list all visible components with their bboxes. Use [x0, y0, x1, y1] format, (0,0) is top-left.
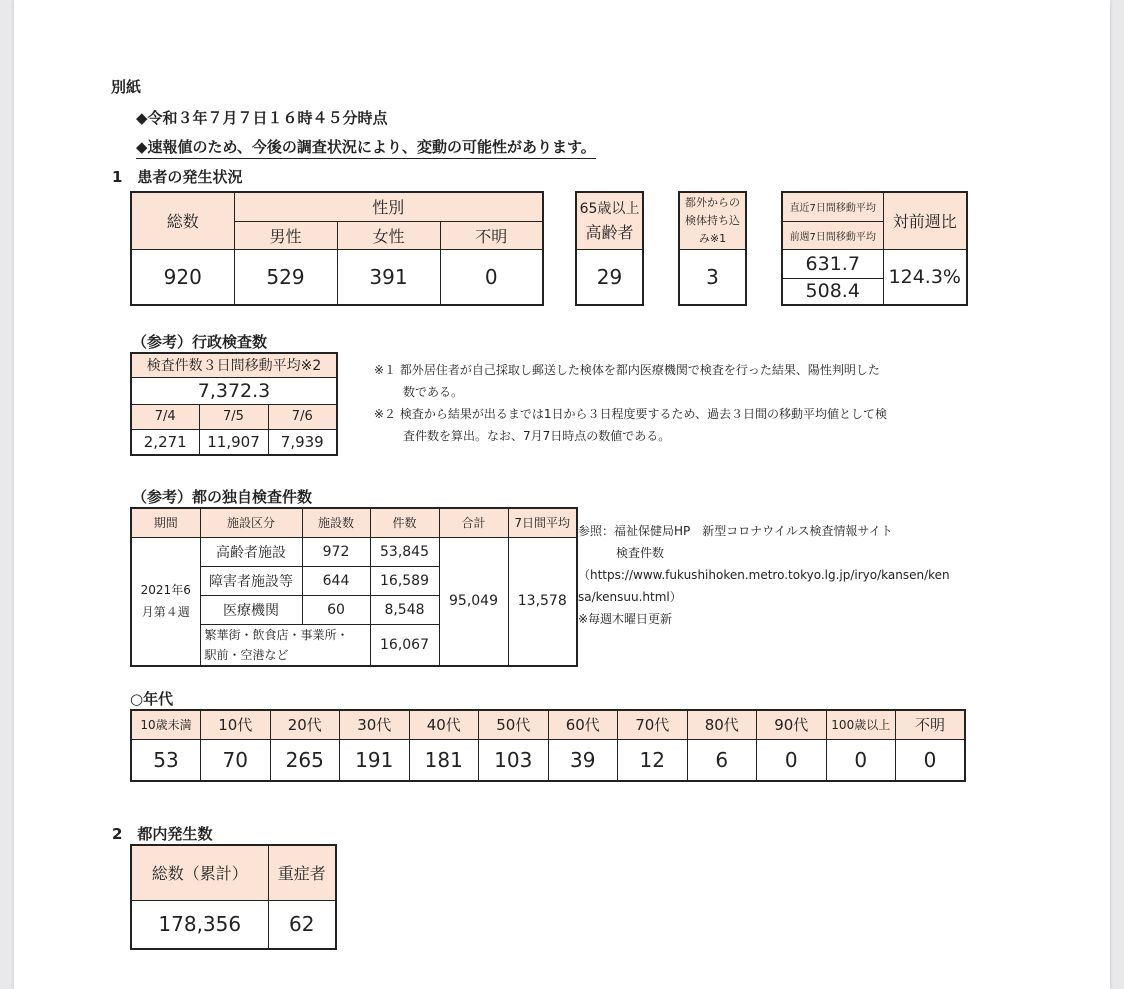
recent7-value: 631.7	[782, 249, 883, 278]
severe-header: 重症者	[268, 845, 336, 900]
footnote-2-cont: 査件数を算出。なお、7月7日時点の数値である。	[403, 429, 671, 443]
age-table	[130, 709, 966, 782]
age-group-header: 80代	[687, 710, 757, 739]
age-value-row	[131, 739, 965, 781]
cumulative-table	[130, 844, 337, 950]
ratio-value: 124.3%	[883, 249, 967, 305]
admin-date-header: 7/6	[268, 404, 337, 429]
elderly-header	[576, 192, 643, 249]
own-category: 障害者施設等	[200, 566, 302, 595]
admin-date-header: 7/4	[131, 404, 199, 429]
footnote-1: ※１ 都外居住者が自己採取し郵送した検体を都内医療機関で検査を行った結果、陽性判明した	[374, 363, 880, 377]
admin-avg-header: 検査件数３日間移動平均※2	[131, 353, 337, 377]
age-group-value: 70	[201, 739, 271, 781]
own-category-misc-line1: 繁華街・飲食店・事業所・	[204, 627, 349, 642]
elderly-header-line1: 65歳以上	[579, 200, 640, 217]
elderly-header-line2: 高齢者	[585, 222, 634, 242]
document-title: 別紙	[111, 78, 142, 96]
admin-tests-heading: （参考）行政検査数	[132, 333, 268, 351]
own-header-facilities: 施設数	[302, 508, 370, 537]
total-value: 920	[131, 249, 234, 305]
reference-line1: 参照：福祉保健局HP 新型コロナウイルス検査情報サイト	[578, 524, 893, 538]
recent7-header: 直近7日間移動平均	[782, 192, 883, 221]
age-group-value: 0	[896, 739, 966, 781]
admin-count-value: 11,907	[199, 429, 268, 455]
age-group-header: 10歳未満	[131, 710, 201, 739]
age-group-header: 60代	[548, 710, 618, 739]
age-header-row	[131, 710, 965, 739]
reference-url-line1: （https://www.fukushihoken.metro.tokyo.lg.jp/iryo/kansen/ken	[578, 568, 950, 582]
document-page	[14, 0, 1110, 989]
age-group-header: 50代	[479, 710, 549, 739]
age-group-header: 70代	[618, 710, 688, 739]
footnote-2: ※２ 検査から結果が出るまでは1日から３日程度要するため、過去３日間の移動平均値として検	[374, 407, 888, 421]
own-total-value: 95,049	[439, 537, 508, 666]
unknown-header: 不明	[440, 221, 543, 249]
outside-header-line1: 都外からの	[685, 195, 740, 209]
age-heading: ○年代	[130, 690, 174, 708]
own-facilities: 644	[302, 566, 370, 595]
footnote-1-cont: 数である。	[403, 385, 464, 399]
admin-tests-table	[130, 352, 338, 456]
own-period-line2: 月第４週	[141, 605, 190, 620]
outside-header-line2: 検体持ち込	[685, 213, 740, 227]
own-category: 高齢者施設	[200, 537, 302, 566]
prev7-value: 508.4	[782, 278, 883, 305]
age-group-value: 181	[409, 739, 479, 781]
age-group-header: 不明	[896, 710, 966, 739]
own-category-misc	[200, 624, 370, 666]
age-group-value: 0	[826, 739, 896, 781]
age-group-header: 10代	[201, 710, 271, 739]
admin-date-header: 7/5	[199, 404, 268, 429]
own-facilities: 972	[302, 537, 370, 566]
male-header: 男性	[234, 221, 337, 249]
age-group-value: 191	[340, 739, 410, 781]
patient-status-table	[130, 191, 544, 306]
age-group-header: 90代	[757, 710, 827, 739]
age-group-header: 20代	[270, 710, 340, 739]
prev7-header: 前週7日間移動平均	[782, 221, 883, 249]
severe-value: 62	[268, 900, 336, 949]
age-group-header: 100歳以上	[826, 710, 896, 739]
disclaimer-line: ◆速報値のため、今後の調査状況により、変動の可能性があります。	[136, 136, 596, 159]
own-facilities: 60	[302, 595, 370, 624]
outside-header	[679, 192, 746, 249]
own-header-avg7: 7日間平均	[508, 508, 577, 537]
admin-avg-value: 7,372.3	[131, 377, 337, 404]
reference-url-line2: sa/kensuu.html）	[578, 590, 682, 604]
cumulative-total-header: 総数（累計）	[131, 845, 268, 900]
age-group-value: 265	[270, 739, 340, 781]
own-header-period: 期間	[131, 508, 200, 537]
outside-samples-table	[678, 191, 747, 306]
own-header-total: 合計	[439, 508, 508, 537]
moving-average-table	[781, 191, 968, 306]
unknown-value: 0	[440, 249, 543, 305]
own-category-misc-line2: 駅前・空港など	[204, 647, 289, 662]
own-count: 53,845	[370, 537, 439, 566]
own-count: 16,067	[370, 624, 439, 666]
age-group-header: 40代	[409, 710, 479, 739]
own-count: 16,589	[370, 566, 439, 595]
own-avg7-value: 13,578	[508, 537, 577, 666]
male-value: 529	[234, 249, 337, 305]
own-count: 8,548	[370, 595, 439, 624]
reference-update-note: ※毎週木曜日更新	[578, 612, 673, 626]
age-group-value: 103	[479, 739, 549, 781]
reference-note	[578, 520, 950, 630]
timestamp-line: ◆令和３年７月７日１６時４５分時点	[136, 109, 388, 127]
section1-heading: 1 患者の発生状況	[112, 168, 243, 186]
own-period-cell	[131, 537, 200, 666]
female-value: 391	[337, 249, 440, 305]
outside-value: 3	[679, 249, 746, 305]
age-group-header: 30代	[340, 710, 410, 739]
age-group-value: 12	[618, 739, 688, 781]
section2-heading: 2 都内発生数	[112, 825, 213, 843]
admin-count-value: 7,939	[268, 429, 337, 455]
own-header-count: 件数	[370, 508, 439, 537]
age-group-value: 53	[131, 739, 201, 781]
elderly-value: 29	[576, 249, 643, 305]
own-category: 医療機関	[200, 595, 302, 624]
elderly-table	[575, 191, 644, 306]
outside-header-line3: み※1	[698, 231, 727, 245]
age-group-value: 6	[687, 739, 757, 781]
footnotes	[374, 359, 887, 447]
cumulative-total-value: 178,356	[131, 900, 268, 949]
own-tests-table	[130, 507, 578, 667]
admin-count-value: 2,271	[131, 429, 199, 455]
age-group-value: 39	[548, 739, 618, 781]
own-tests-heading: （参考）都の独自検査件数	[132, 488, 313, 506]
reference-line2: 検査件数	[616, 546, 665, 560]
sex-header: 性別	[234, 192, 543, 221]
ratio-header: 対前週比	[883, 192, 967, 249]
total-header: 総数	[131, 192, 234, 249]
age-group-value: 0	[757, 739, 827, 781]
own-header-category: 施設区分	[200, 508, 302, 537]
own-period-line1: 2021年6	[140, 583, 191, 598]
female-header: 女性	[337, 221, 440, 249]
